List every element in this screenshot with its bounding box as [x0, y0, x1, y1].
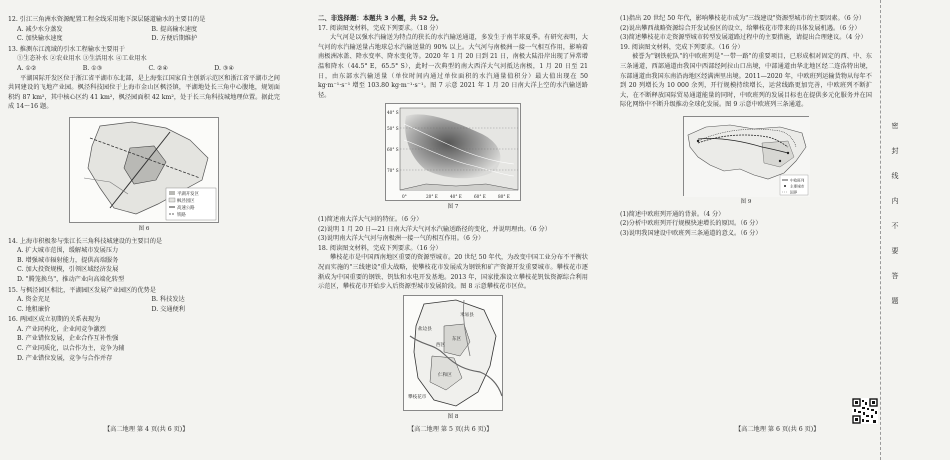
option-d: D. 方便后期维护: [151, 35, 198, 43]
question-19-part-3: (3)说明我国建设中欧班列三条通道的意义。（6 分）: [620, 229, 762, 237]
figure-9-caption: 图 9: [740, 198, 752, 205]
lon-label: 60° E: [474, 194, 486, 200]
question-16: [8, 315, 280, 363]
option-d: D. ③④: [214, 64, 235, 72]
question-13-stem: 13. 推测东江流域的引水工程输水主要用于: [8, 45, 125, 53]
legend-label-2: 枫泾园区: [177, 198, 195, 204]
place-label: 盐边县: [418, 326, 432, 332]
notice-char: 不: [891, 222, 899, 230]
figure-7-svg: [386, 104, 522, 202]
figure-8-caption: 图 8: [447, 413, 459, 420]
lon-label: 20° E: [426, 194, 438, 200]
material-14-16: 平湖国际开发区位于浙江省平湖市东北部，是上海张江国家自主创新示范区和浙江省平湖市之间共同建设的飞地产业园。枫泾科技园位于上海市金山区枫泾镇，平湖地处长三角中心腹地，规划面积约 87 km²，其中核心区约 41 km²，枫泾园面积 42 km²，处于长三角科技城地理位置。据此完成 14～16 题。: [8, 74, 280, 111]
question-19-material: 被誉为"钢铁驼队"的中欧班列是"一带一路"的重要项目，已形成相对固定的西、中、东三条通道，西部通道由我国中西部经阿拉山口出境，中部通道由华北地区经二连浩特出境，东部通道由我国东南沿海地区经满洲里出境。2011—2020 年，中欧班列运输货物从每年不到 20 列增长为 10 000 余列，开行规模持续增长，运营线路更加完善，中欧班列不断扩大，在不断释放国际贸易通道能量的同时，中欧班列的发展目标也在提供多元化服务并在国际化网络中不断升级推动全球化发展。图 9 示意中欧班列三条通道。: [620, 53, 872, 109]
option-a: A. 资金充足: [17, 296, 51, 304]
place-label: 仁和区: [438, 372, 452, 378]
figure-7-caption: 图 7: [447, 204, 459, 211]
option-b: B. 产业错位发展，企业合作互补性强: [17, 335, 119, 343]
figure-9-map: [683, 116, 809, 196]
option-c: C. 加快输水速度: [17, 35, 63, 43]
option-b: B. ①③: [82, 64, 103, 72]
question-18-part-1: (1)指出 20 世纪 50 年代，影响攀枝花市成为"三线建设"资源型城市的主要因素。（6 分）: [620, 15, 866, 22]
notice-char: 题: [891, 297, 899, 305]
question-17-material: 大气河是以强水汽输送为特点的狭长的水汽输送通道，多发生于南半球夏季。有研究表明，大气河的水汽输送量占地球总水汽输送量的 90% 以上。大气河与南极洲一接一气相互作用，影响着南极洲冰盖、降水变率、降水变化等。2020 年 1 月 20 日到 21 日，南极大陆沿岸出现了异常增温和降水（44.5° E，65.5° S），此时一次典型的南大西洋大气河抵达南极，1 月 20 日至 21 日，由东部水汽输送量（单位时间内通过单位面积的水汽通量值积分）最大值出现在 50 kg·m⁻¹·s⁻¹ 增至 103.80 kg·m⁻¹·s⁻¹。图 7 示意 2021 年 1 月 20 日南大洋上空的水汽输送路径。: [318, 34, 588, 99]
option-c: C. 加大投资规模，引领区域经济发展: [17, 266, 119, 274]
page-6-column: [620, 14, 872, 238]
figure-6-svg: [70, 118, 220, 224]
legend-swatch-2: [169, 198, 175, 202]
place-label: 攀枝花市: [408, 394, 427, 400]
legend-label-4: 铁路: [177, 212, 186, 218]
question-12-stem: 12. 引江三角洲水资源配置工程全线采用地下深层隧道输水的主要目的是: [8, 16, 206, 23]
question-18-stem: 18. 阅读图文材料，完成下列要求。（16 分）: [318, 244, 442, 252]
option-d: D. 交通便利: [151, 305, 185, 313]
question-13: [8, 45, 280, 74]
option-b: B. 增强城市辐射能力，提供高端服务: [17, 256, 119, 264]
legend-label: 主要城市: [790, 184, 805, 189]
question-19-part-2: (2)分析中欧班列开行规模快速增长的原因。（6 分）: [620, 220, 762, 228]
notice-char: 线: [891, 172, 899, 180]
question-17-part-2: (2)说明 1 月 20 日—21 日南大洋大气河水汽输送路径的变化，并说明理由。（6 分）: [318, 225, 551, 233]
lat-label: 60° S: [387, 147, 399, 153]
city-dot: [779, 160, 781, 162]
place-label: 西区: [436, 342, 446, 348]
figure-8-svg: [404, 296, 504, 412]
lat-label: 40° S: [387, 110, 399, 116]
question-15-options: [8, 295, 280, 314]
place-label: 东区: [452, 336, 462, 342]
place-label: 米易县: [460, 312, 474, 318]
question-15: [8, 286, 280, 315]
legend-label: 国界: [790, 190, 798, 195]
option-a: A. 减少水分蒸发: [17, 25, 63, 33]
question-19-part-1: (1)简述中欧班列开通的背景。（4 分）: [620, 210, 725, 218]
legend-label: 中欧班列: [790, 178, 805, 183]
option-b: B. 提高输水速度: [151, 25, 198, 33]
question-15-stem: 15. 与枫泾园区相比，平湖园区发展产业园区的优势是: [8, 286, 156, 294]
notice-char: 封: [891, 147, 899, 155]
option-c: C. 地租廉价: [17, 305, 51, 313]
question-12: [8, 15, 280, 44]
lon-label: 80° E: [498, 194, 510, 200]
lat-label: 70° S: [387, 168, 399, 174]
figure-6-map: [69, 117, 219, 223]
seal-line-notice: [888, 114, 902, 314]
option-d: D. 产业错位发展，竞争与合作并存: [17, 354, 113, 362]
lat-label: 50° S: [387, 126, 399, 132]
option-c: C. ②④: [148, 64, 169, 72]
notice-char: 答: [891, 272, 899, 280]
page-6-footer: 【高二地理 第 6 页(共 6 页)】: [735, 426, 820, 433]
option-a: A. 扩大城市范围，缓解城市发展压力: [17, 247, 119, 255]
lon-label: 0°: [402, 194, 407, 200]
option-a: A. 产业同构化，企业间竞争激烈: [17, 325, 106, 333]
question-19-stem: 19. 阅读图文材料，完成下列要求。（16 分）: [620, 43, 744, 51]
page-4-footer: 【高二地理 第 4 页(共 6 页)】: [104, 426, 189, 433]
page-4-column: [8, 14, 280, 363]
question-16-stem: 16. 两园区成立初期的关系表现为: [8, 316, 101, 324]
question-14: [8, 237, 280, 285]
option-c: C. 产业同质化，以合作为主，竞争为辅: [17, 345, 125, 353]
question-18-part-3: (3)简述攀枝花市走资源型城市转型发展道路过程中的主要措施，请提出合理建议。（4 分）: [620, 34, 867, 42]
lon-label: 40° E: [450, 194, 462, 200]
figure-9-svg: [684, 117, 810, 197]
figure-7-map: [385, 103, 521, 201]
section-heading: 二、非选择题：本题共 3 小题，共 52 分。: [318, 14, 443, 22]
city-dot: [697, 140, 699, 142]
notice-char: 密: [891, 122, 899, 130]
question-13-options: [8, 64, 280, 74]
legend-label-1: 平湖开发区: [177, 191, 199, 197]
question-17-part-3: (3)说明南大洋大气河与南极洲一接一气的相互作用。（6 分）: [318, 235, 485, 243]
legend-city: [784, 185, 786, 187]
page-5-footer: 【高二地理 第 5 页(共 6 页)】: [408, 426, 493, 433]
question-17-part-1: (1)简述南大洋大气河的特征。（6 分）: [318, 215, 423, 223]
question-18-part-2: (2)说出攀西战略资源综合开发试验区的设立，给攀枝花市带来的具体发展机遇。（6 分）: [620, 24, 861, 32]
city-dot: [787, 152, 789, 154]
legend-label-3: 高速公路: [177, 205, 195, 211]
question-14-stem: 14. 上海市积极参与张江长三角科技城建设的主要目的是: [8, 237, 163, 245]
page-5-column: [318, 14, 588, 424]
option-d: D. "腾笼换鸟"，推动产业向高端化转型: [17, 275, 125, 283]
notice-char: 内: [891, 197, 899, 205]
qr-code: [852, 398, 878, 424]
legend-swatch-1: [169, 191, 175, 195]
question-13-choices: ①生态补水 ②农业用水 ③生活用水 ④工业用水: [17, 55, 147, 63]
notice-char: 要: [891, 247, 899, 255]
option-a: A. ①②: [17, 64, 37, 72]
question-12-options: [8, 25, 280, 44]
figure-6-caption: 图 6: [138, 225, 150, 232]
question-18-material: 攀枝花市是中国西南地区重要的资源型城市。20 世纪 50 年代，为改变中国工业分布不平衡状况而实施的"三线建设"重大战略，使攀枝花市发展成为钢铁和矿产资源开发重要城市。攀枝花市逐渐成为中国重要的钢铁、钒钛和水电开发基地。2013 年，国家批准设立攀枝花钒钛资源综合利用示范区，攀枝花市开始步入后资源型城市发展阶段。图 8 示意攀枝花市区位。: [318, 254, 588, 291]
question-17-stem: 17. 阅读图文材料，完成下列要求。（18 分）: [318, 24, 442, 32]
figure-8-map: [403, 295, 503, 411]
option-b: B. 科技发达: [151, 296, 185, 304]
